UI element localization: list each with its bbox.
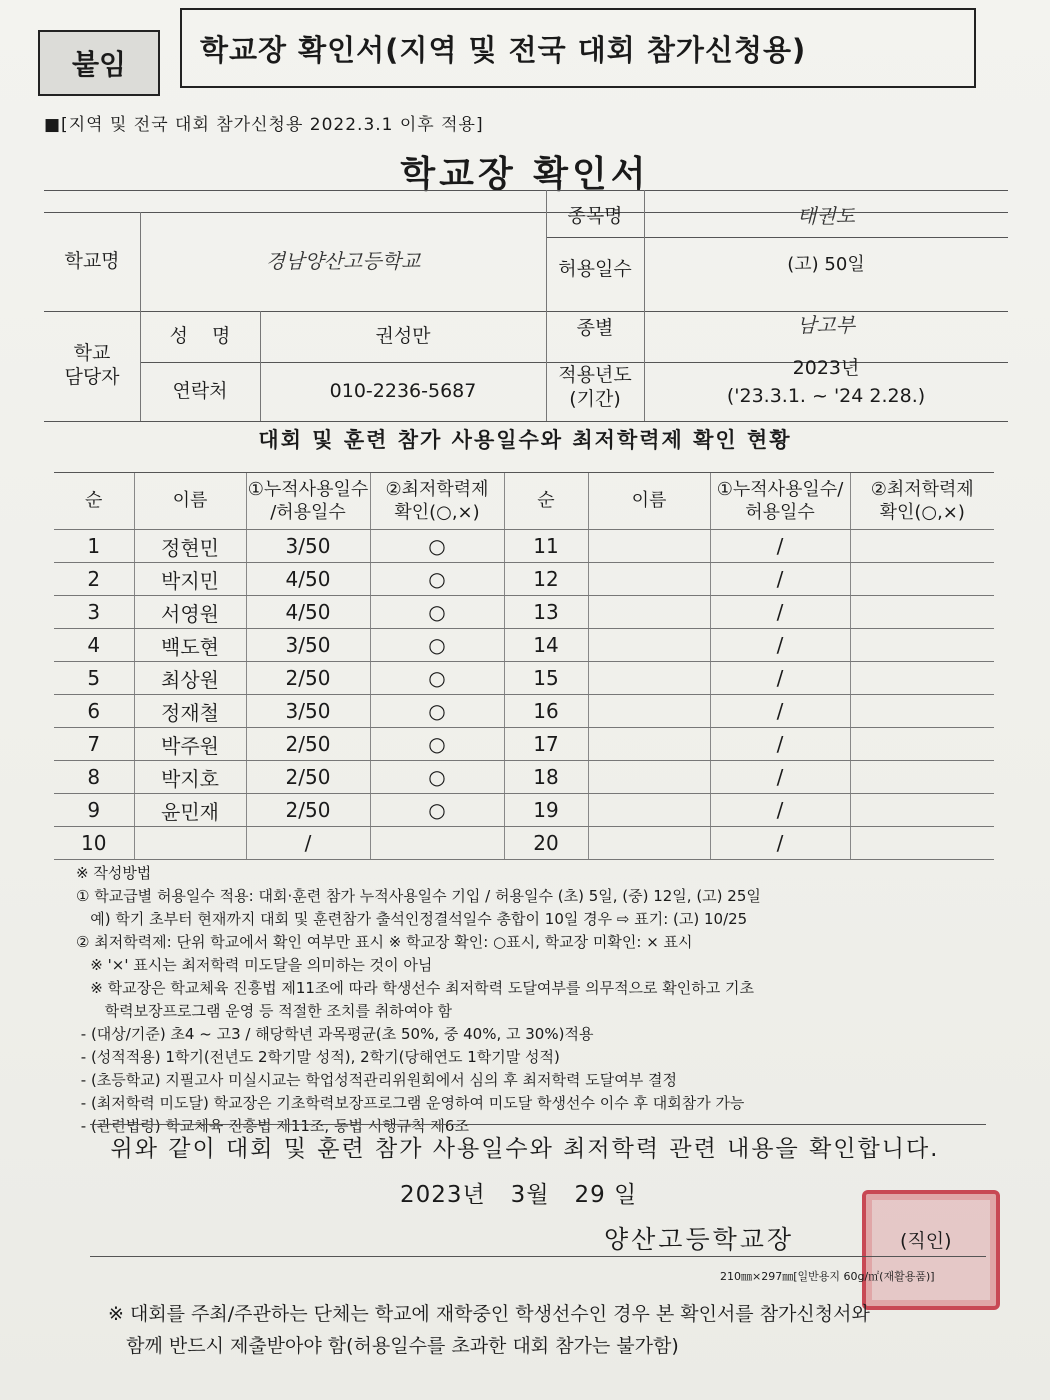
student-name bbox=[588, 827, 710, 860]
cumulative-days: / bbox=[710, 596, 850, 629]
seal-label: (직인) bbox=[900, 1230, 952, 1252]
instruction-line: ※ 작성방법 bbox=[76, 864, 152, 882]
staff-name-label: 성 명 bbox=[169, 324, 231, 347]
student-name bbox=[588, 728, 710, 761]
table-row bbox=[54, 695, 994, 728]
row-no: 10 bbox=[54, 827, 134, 860]
achievement-check bbox=[850, 530, 994, 563]
achievement-check: ○ bbox=[370, 629, 504, 662]
achievement-check: ○ bbox=[370, 596, 504, 629]
student-name: 서영원 bbox=[134, 596, 246, 629]
cumulative-days: / bbox=[710, 563, 850, 596]
achievement-check: ○ bbox=[370, 761, 504, 794]
student-name: 박지민 bbox=[134, 563, 246, 596]
col-header-no-2: 순 bbox=[504, 473, 588, 530]
student-name: 윤민재 bbox=[134, 794, 246, 827]
year-label: 적용년도 (기간) bbox=[558, 364, 632, 410]
instruction-line: ② 최저학력제: 단위 학교에서 확인 여부만 표시 ※ 학교장 확인: ○표시, 학교장 미확인: × 표시 bbox=[76, 933, 693, 951]
cumulative-days: / bbox=[710, 530, 850, 563]
instruction-line: ※ 학교장은 학교체육 진흥법 제11조에 따라 학생선수 최저학력 도달여부를 의무적으로 확인하고 기초 bbox=[76, 979, 755, 997]
col-header-no: 순 bbox=[54, 473, 134, 530]
student-name bbox=[588, 794, 710, 827]
document-header-title: 학교장 확인서(지역 및 전국 대회 참가신청용) bbox=[180, 8, 976, 88]
row-no: 15 bbox=[504, 662, 588, 695]
applicability-note: ■[지역 및 전국 대회 참가신청용 2022.3.1 이후 적용] bbox=[44, 115, 484, 135]
footer-note bbox=[108, 1298, 1008, 1362]
cumulative-days: 2/50 bbox=[246, 662, 370, 695]
row-no: 6 bbox=[54, 695, 134, 728]
cumulative-days: / bbox=[710, 761, 850, 794]
student-name: 최상원 bbox=[134, 662, 246, 695]
student-name: 정현민 bbox=[134, 530, 246, 563]
col-header-days-2: ①누적사용일수/ 허용일수 bbox=[710, 473, 850, 530]
achievement-check: ○ bbox=[370, 794, 504, 827]
staff-label: 학교 담당자 bbox=[64, 342, 120, 388]
achievement-check bbox=[850, 629, 994, 662]
row-no: 9 bbox=[54, 794, 134, 827]
cumulative-days: 3/50 bbox=[246, 530, 370, 563]
rule bbox=[44, 421, 1008, 422]
rule bbox=[546, 237, 1008, 238]
row-no: 13 bbox=[504, 596, 588, 629]
row-no: 18 bbox=[504, 761, 588, 794]
instructions bbox=[76, 862, 1006, 1138]
section-title: 대회 및 훈련 참가 사용일수와 최저학력제 확인 현황 bbox=[258, 428, 792, 452]
table-row bbox=[54, 596, 994, 629]
table-row bbox=[54, 563, 994, 596]
paper-spec: 210㎜×297㎜[일반용지 60g/㎡(재활용품)] bbox=[720, 1270, 935, 1283]
event-value: 태권도 bbox=[797, 204, 855, 228]
cumulative-days: / bbox=[710, 629, 850, 662]
instruction-line: ① 학교급별 허용일수 적용: 대회·훈련 참가 누적사용일수 기입 / 허용일수 (초) 5일, (중) 12일, (고) 25일 bbox=[76, 887, 761, 905]
student-name bbox=[588, 596, 710, 629]
rule bbox=[44, 190, 1008, 191]
col-header-name-2: 이름 bbox=[588, 473, 710, 530]
cumulative-days: 2/50 bbox=[246, 761, 370, 794]
instruction-line: - (대상/기준) 초4 ~ 고3 / 해당학년 과목평균(초 50%, 중 40%, 고 30%)적용 bbox=[76, 1025, 594, 1043]
achievement-check bbox=[850, 827, 994, 860]
category-value: 남고부 bbox=[797, 312, 855, 337]
achievement-check: ○ bbox=[370, 563, 504, 596]
achievement-check bbox=[850, 728, 994, 761]
attachment-tag: 붙임 bbox=[38, 30, 160, 96]
student-name: 박주원 bbox=[134, 728, 246, 761]
table-row bbox=[54, 662, 994, 695]
col-header-check: ②최저학력제 확인(○,×) bbox=[370, 473, 504, 530]
year-value: 2023년 bbox=[792, 357, 860, 380]
row-no: 3 bbox=[54, 596, 134, 629]
cumulative-days: / bbox=[710, 794, 850, 827]
row-no: 5 bbox=[54, 662, 134, 695]
cumulative-days: 4/50 bbox=[246, 596, 370, 629]
achievement-check: ○ bbox=[370, 662, 504, 695]
row-no: 4 bbox=[54, 629, 134, 662]
cumulative-days: 3/50 bbox=[246, 695, 370, 728]
roster-table bbox=[54, 472, 994, 860]
row-no: 7 bbox=[54, 728, 134, 761]
staff-name-value: 권성만 bbox=[375, 324, 431, 347]
row-no: 17 bbox=[504, 728, 588, 761]
row-no: 1 bbox=[54, 530, 134, 563]
student-name bbox=[588, 530, 710, 563]
cumulative-days: / bbox=[710, 728, 850, 761]
student-name bbox=[588, 563, 710, 596]
row-no: 12 bbox=[504, 563, 588, 596]
period-value: ('23.3.1. ~ '24 2.28.) bbox=[726, 385, 926, 408]
table-row bbox=[54, 530, 994, 563]
achievement-check bbox=[370, 827, 504, 860]
cumulative-days: / bbox=[710, 827, 850, 860]
cumulative-days: 3/50 bbox=[246, 629, 370, 662]
cumulative-days: / bbox=[710, 695, 850, 728]
issue-date: 2023년 3월 29 일 bbox=[400, 1182, 638, 1208]
student-name bbox=[134, 827, 246, 860]
instruction-line: - (관련법령) 학교체육 진흥법 제11조, 동법 시행규칙 제6조 bbox=[76, 1117, 469, 1135]
roster-header-row bbox=[54, 473, 994, 530]
footer-note-line: ※ 대회를 주최/주관하는 단체는 학교에 재학중인 학생선수인 경우 본 확인서를 참가신청서와 bbox=[108, 1303, 870, 1325]
allowed-days-value: (고) 50일 bbox=[787, 253, 865, 275]
student-name: 백도현 bbox=[134, 629, 246, 662]
achievement-check bbox=[850, 563, 994, 596]
instruction-line: 예) 학기 초부터 현재까지 대회 및 훈련참가 출석인정결석일수 총합이 10일 경우 ⇨ 표기: (고) 10/25 bbox=[76, 910, 748, 928]
school-name-value: 경남양산고등학교 bbox=[265, 249, 421, 273]
col-header-name: 이름 bbox=[134, 473, 246, 530]
cumulative-days: 2/50 bbox=[246, 728, 370, 761]
achievement-check bbox=[850, 662, 994, 695]
cumulative-days: / bbox=[246, 827, 370, 860]
row-no: 19 bbox=[504, 794, 588, 827]
footer-note-line: 함께 반드시 제출받아야 함(허용일수를 초과한 대회 참가는 불가함) bbox=[108, 1335, 679, 1357]
achievement-check: ○ bbox=[370, 530, 504, 563]
achievement-check bbox=[850, 596, 994, 629]
student-name bbox=[588, 629, 710, 662]
allowed-days-label: 허용일수 bbox=[558, 258, 632, 281]
page-title: 학교장 확인서 bbox=[400, 154, 650, 195]
contact-label: 연락처 bbox=[172, 379, 228, 402]
instruction-line: 학력보장프로그램 운영 등 적절한 조치를 취하여야 함 bbox=[76, 1002, 452, 1020]
table-row bbox=[54, 794, 994, 827]
achievement-check bbox=[850, 695, 994, 728]
instruction-line: - (성적적용) 1학기(전년도 2학기말 성적), 2학기(당해연도 1학기말 성적) bbox=[76, 1048, 560, 1066]
achievement-check bbox=[850, 794, 994, 827]
cumulative-days: / bbox=[710, 662, 850, 695]
contact-value: 010-2236-5687 bbox=[329, 379, 477, 402]
col-header-check-2: ②최저학력제 확인(○,×) bbox=[850, 473, 994, 530]
student-name bbox=[588, 662, 710, 695]
table-row bbox=[54, 761, 994, 794]
achievement-check: ○ bbox=[370, 695, 504, 728]
row-no: 8 bbox=[54, 761, 134, 794]
rule bbox=[90, 1256, 986, 1257]
category-label: 종별 bbox=[576, 317, 614, 340]
instruction-line: - (최저학력 미도달) 학교장은 기초학력보장프로그램 운영하여 미도달 학생선수 이수 후 대회참가 가능 bbox=[76, 1094, 745, 1112]
row-no: 16 bbox=[504, 695, 588, 728]
table-row bbox=[54, 629, 994, 662]
instruction-line: - (초등학교) 지필고사 미실시교는 학업성적관리위원회에서 심의 후 최저학력 도달여부 결정 bbox=[76, 1071, 677, 1089]
row-no: 14 bbox=[504, 629, 588, 662]
principal-title: 양산고등학교장 bbox=[604, 1225, 795, 1254]
row-no: 11 bbox=[504, 530, 588, 563]
table-row bbox=[54, 827, 994, 860]
school-name-label: 학교명 bbox=[64, 249, 120, 272]
cumulative-days: 4/50 bbox=[246, 563, 370, 596]
instruction-line: ※ '×' 표시는 최저학력 미도달을 의미하는 것이 아님 bbox=[76, 956, 433, 974]
col-header-days: ①누적사용일수 /허용일수 bbox=[246, 473, 370, 530]
student-name: 정재철 bbox=[134, 695, 246, 728]
confirmation-statement: 위와 같이 대회 및 훈련 참가 사용일수와 최저학력 관련 내용을 확인합니다. bbox=[110, 1136, 940, 1162]
rule bbox=[90, 1124, 986, 1125]
student-name bbox=[588, 761, 710, 794]
row-no: 2 bbox=[54, 563, 134, 596]
achievement-check bbox=[850, 761, 994, 794]
student-name bbox=[588, 695, 710, 728]
cumulative-days: 2/50 bbox=[246, 794, 370, 827]
event-label: 종목명 bbox=[567, 204, 623, 227]
student-name: 박지호 bbox=[134, 761, 246, 794]
table-row bbox=[54, 728, 994, 761]
row-no: 20 bbox=[504, 827, 588, 860]
achievement-check: ○ bbox=[370, 728, 504, 761]
